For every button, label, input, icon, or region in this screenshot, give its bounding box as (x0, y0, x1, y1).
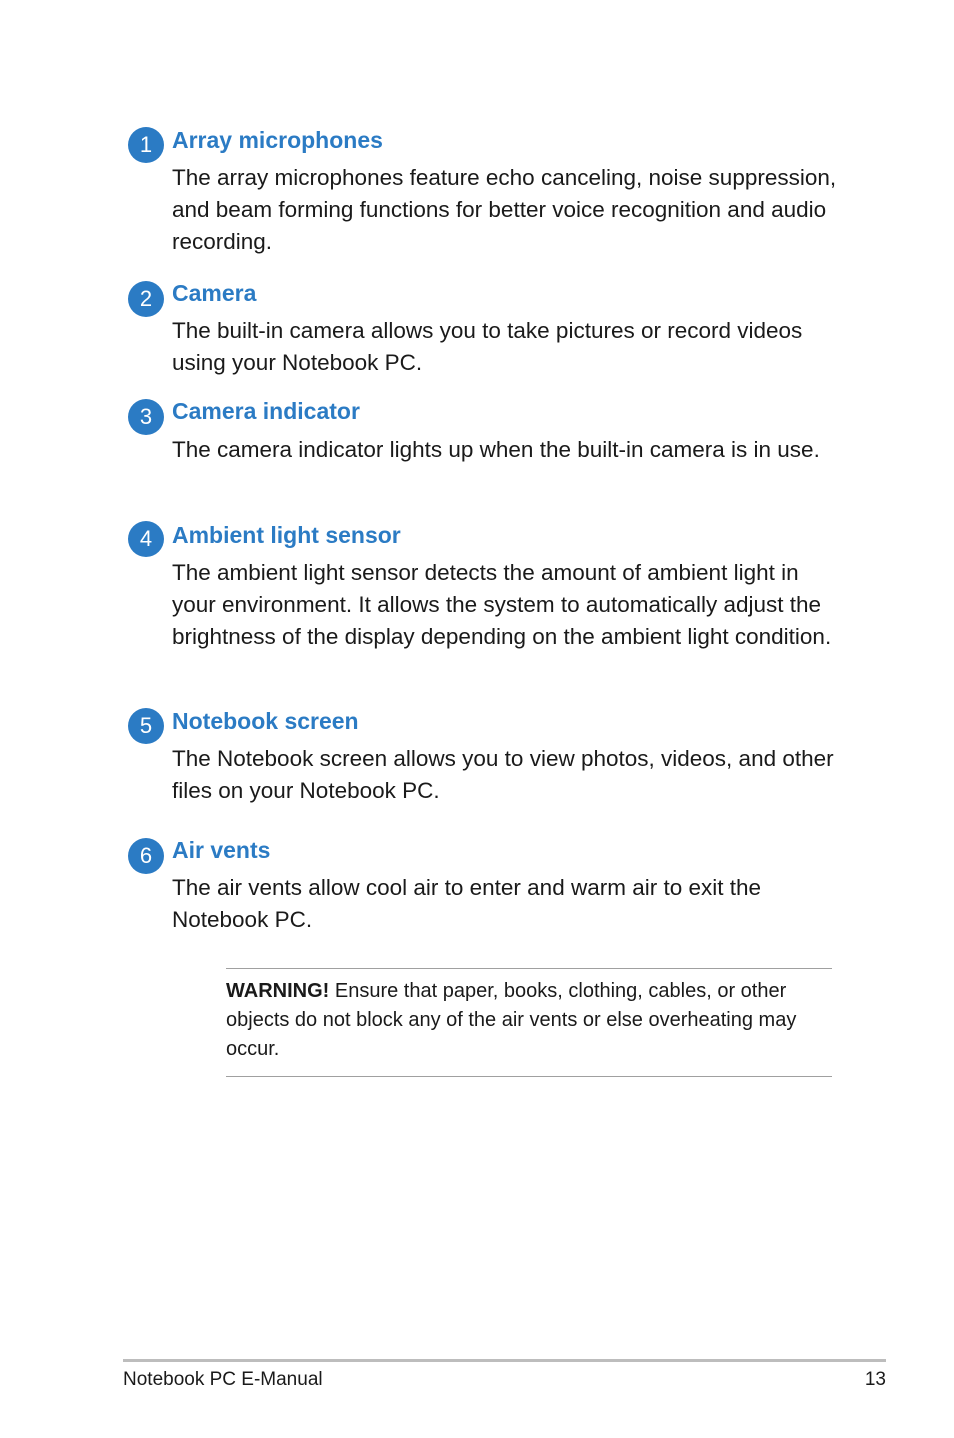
heading-camera-indicator: Camera indicator (172, 398, 360, 424)
description-camera: The built-in camera allows you to take pictures or record videos using your Notebook PC. (172, 318, 803, 375)
number-badge-2: 2 (128, 281, 164, 317)
warning-note (226, 968, 832, 1077)
warning-label: WARNING! (226, 980, 330, 1002)
number-badge-5: 5 (128, 708, 164, 744)
description-air-vents: The air vents allow cool air to enter and warm air to exit the Notebook PC. (172, 875, 762, 932)
heading-air-vents: Air vents (172, 837, 271, 863)
description-array-microphones: The array microphones feature echo canceling, noise suppression, and beam forming functions for better voice recognition and audio recording. (172, 165, 837, 254)
heading-camera: Camera (172, 280, 257, 306)
description-ambient-light-sensor: The ambient light sensor detects the amount of ambient light in your environment. It allows the system to automatically adjust the brightness of the display depending on the ambient light condition. (172, 560, 832, 649)
description-camera-indicator: The camera indicator lights up when the built-in camera is in use. (172, 437, 820, 462)
description-notebook-screen: The Notebook screen allows you to view photos, videos, and other files on your Notebook PC. (172, 746, 834, 803)
footer-divider (123, 1359, 886, 1362)
page-number: 13 (864, 1369, 886, 1390)
warning-text: Ensure that paper, books, clothing, cables, or other objects do not block any of the air vents or else overheating may occur. (226, 980, 797, 1060)
number-badge-4: 4 (128, 521, 164, 557)
number-badge-1: 1 (128, 127, 164, 163)
heading-ambient-light-sensor: Ambient light sensor (172, 522, 401, 548)
heading-array-microphones: Array microphones (172, 127, 383, 153)
number-badge-6: 6 (128, 838, 164, 874)
footer-manual-title: Notebook PC E-Manual (123, 1369, 323, 1390)
number-badge-3: 3 (128, 399, 164, 435)
heading-notebook-screen: Notebook screen (172, 708, 359, 734)
